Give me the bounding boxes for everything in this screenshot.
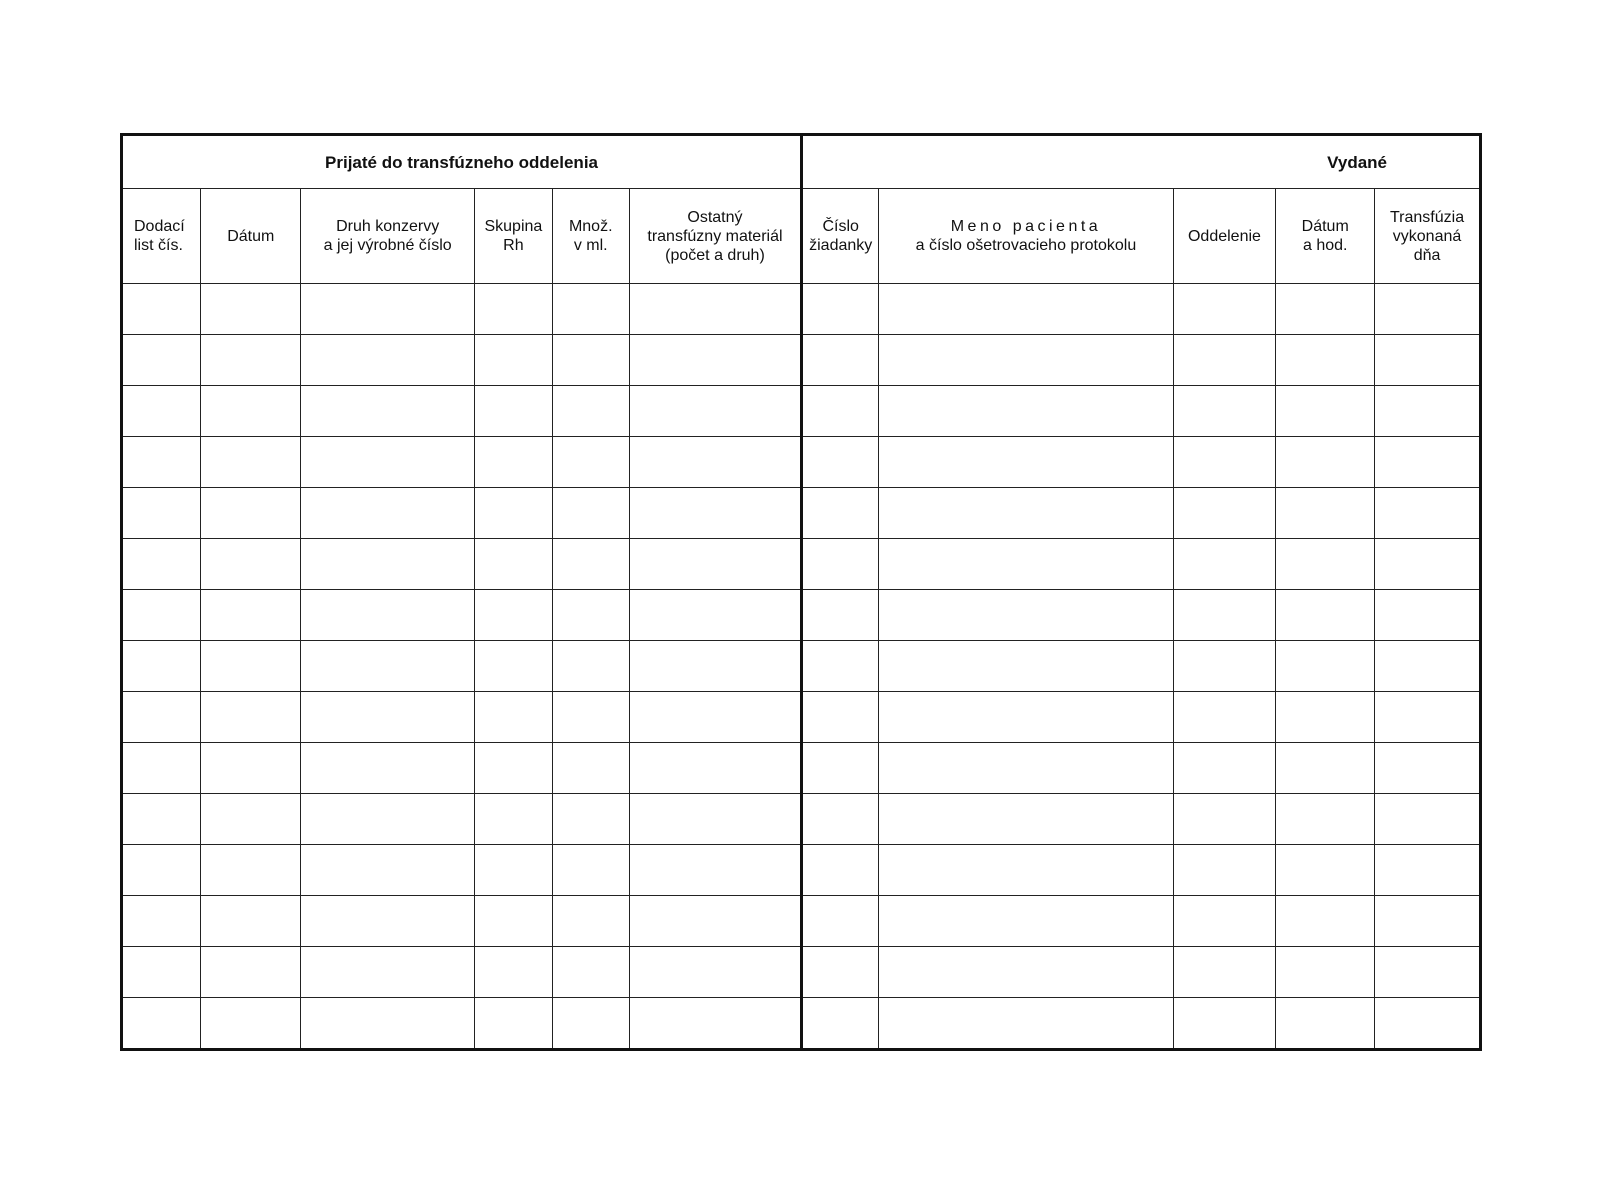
section-received-header: Prijaté do transfúzneho oddelenia <box>122 135 802 189</box>
table-cell[interactable] <box>552 488 629 539</box>
table-cell[interactable] <box>301 998 475 1050</box>
table-cell[interactable] <box>802 590 879 641</box>
table-cell[interactable] <box>122 437 201 488</box>
table-cell[interactable] <box>552 386 629 437</box>
table-cell[interactable] <box>1375 488 1481 539</box>
col-other-material <box>629 189 801 284</box>
table-cell[interactable] <box>879 692 1173 743</box>
table-cell[interactable] <box>802 692 879 743</box>
table-cell[interactable] <box>629 794 801 845</box>
table-cell[interactable] <box>552 437 629 488</box>
table-row <box>122 539 1481 590</box>
table-row <box>122 335 1481 386</box>
table-cell[interactable] <box>1173 845 1276 896</box>
table-cell[interactable] <box>629 488 801 539</box>
table-cell[interactable] <box>1276 284 1375 335</box>
table-cell[interactable] <box>552 743 629 794</box>
table-cell[interactable] <box>475 998 552 1050</box>
table-cell[interactable] <box>1276 335 1375 386</box>
table-cell[interactable] <box>552 947 629 998</box>
table-cell[interactable] <box>301 743 475 794</box>
table-cell[interactable] <box>201 743 301 794</box>
col-label-line1: Číslo <box>822 218 859 235</box>
col-label-line1: Ostatný <box>687 208 743 226</box>
table-cell[interactable] <box>1276 539 1375 590</box>
table-cell[interactable] <box>122 845 201 896</box>
table-cell[interactable] <box>1173 437 1276 488</box>
table-row <box>122 590 1481 641</box>
col-label-line2: žiadanky <box>809 237 873 254</box>
table-row <box>122 437 1481 488</box>
table-cell[interactable] <box>301 539 475 590</box>
table-cell[interactable] <box>1276 641 1375 692</box>
table-cell[interactable] <box>1173 335 1276 386</box>
col-quantity-ml <box>552 189 629 284</box>
table-row <box>122 998 1481 1050</box>
col-date <box>201 189 301 284</box>
col-label-line3: dňa <box>1413 246 1441 264</box>
col-label-line1: Množ. <box>568 218 613 235</box>
col-conserve-type <box>301 189 475 284</box>
table-cell[interactable] <box>1276 488 1375 539</box>
table-cell[interactable] <box>1375 284 1481 335</box>
table-cell[interactable] <box>1276 845 1375 896</box>
table-cell[interactable] <box>1173 998 1276 1050</box>
col-label-line2: transfúzny materiál <box>647 227 783 245</box>
col-label-line2: a hod. <box>1302 237 1348 254</box>
table-cell[interactable] <box>879 335 1173 386</box>
table-cell[interactable] <box>1173 590 1276 641</box>
table-cell[interactable] <box>552 794 629 845</box>
table-cell[interactable] <box>879 947 1173 998</box>
table-cell[interactable] <box>201 641 301 692</box>
table-cell[interactable] <box>201 692 301 743</box>
table-cell[interactable] <box>475 335 552 386</box>
table-cell[interactable] <box>629 743 801 794</box>
col-department <box>1173 189 1276 284</box>
table-cell[interactable] <box>301 947 475 998</box>
table-cell[interactable] <box>802 845 879 896</box>
table-row <box>122 794 1481 845</box>
table-cell[interactable] <box>1173 692 1276 743</box>
col-label-line2: a jej výrobné číslo <box>323 237 452 254</box>
table-cell[interactable] <box>879 641 1173 692</box>
table-cell[interactable] <box>1375 794 1481 845</box>
table-cell[interactable] <box>802 896 879 947</box>
table-cell[interactable] <box>552 845 629 896</box>
table-cell[interactable] <box>201 335 301 386</box>
table-cell[interactable] <box>629 284 801 335</box>
table-cell[interactable] <box>1276 896 1375 947</box>
table-cell[interactable] <box>802 641 879 692</box>
table-cell[interactable] <box>1276 794 1375 845</box>
table-cell[interactable] <box>629 947 801 998</box>
table-cell[interactable] <box>802 794 879 845</box>
table-cell[interactable] <box>802 284 879 335</box>
table-row <box>122 947 1481 998</box>
col-transfusion-done <box>1375 189 1481 284</box>
table-cell[interactable] <box>475 437 552 488</box>
table-cell[interactable] <box>122 692 201 743</box>
col-label-line1: Druh konzervy <box>336 218 440 235</box>
col-label-line2: vykonaná <box>1392 227 1462 245</box>
table-cell[interactable] <box>629 590 801 641</box>
col-label-line1: Dodací <box>134 218 185 235</box>
table-cell[interactable] <box>475 845 552 896</box>
table-cell[interactable] <box>201 386 301 437</box>
table-cell[interactable] <box>629 845 801 896</box>
col-label-line2: Rh <box>503 237 524 254</box>
table-cell[interactable] <box>552 692 629 743</box>
table-cell[interactable] <box>1375 641 1481 692</box>
table-cell[interactable] <box>301 488 475 539</box>
table-cell[interactable] <box>879 284 1173 335</box>
table-cell[interactable] <box>201 437 301 488</box>
table-cell[interactable] <box>879 590 1173 641</box>
col-label-line1: Meno pacienta <box>950 218 1102 235</box>
table-cell[interactable] <box>1375 845 1481 896</box>
table-cell[interactable] <box>122 641 201 692</box>
table-cell[interactable] <box>1375 590 1481 641</box>
table-cell[interactable] <box>301 386 475 437</box>
table-cell[interactable] <box>475 692 552 743</box>
table-cell[interactable] <box>879 539 1173 590</box>
table-cell[interactable] <box>475 896 552 947</box>
table-cell[interactable] <box>1276 947 1375 998</box>
table-cell[interactable] <box>802 947 879 998</box>
col-label-line2: list čís. <box>134 237 183 254</box>
table-cell[interactable] <box>475 947 552 998</box>
table-cell[interactable] <box>201 488 301 539</box>
col-label-line1: Skupina <box>484 218 543 235</box>
table-cell[interactable] <box>475 539 552 590</box>
table-body <box>122 284 1481 1050</box>
table-cell[interactable] <box>475 743 552 794</box>
table-cell[interactable] <box>552 335 629 386</box>
table-cell[interactable] <box>552 284 629 335</box>
table-cell[interactable] <box>1276 590 1375 641</box>
table-cell[interactable] <box>1375 947 1481 998</box>
table-cell[interactable] <box>201 794 301 845</box>
table-cell[interactable] <box>301 437 475 488</box>
transfusion-register-table <box>120 133 1482 1051</box>
table-cell[interactable] <box>629 386 801 437</box>
col-request-number <box>802 189 879 284</box>
table-row <box>122 641 1481 692</box>
col-label-line3: (počet a druh) <box>665 246 765 264</box>
table-cell[interactable] <box>1173 386 1276 437</box>
table-cell[interactable] <box>1173 284 1276 335</box>
table-cell[interactable] <box>1173 947 1276 998</box>
table-cell[interactable] <box>201 845 301 896</box>
table-cell[interactable] <box>552 590 629 641</box>
table-cell[interactable] <box>475 488 552 539</box>
table-cell[interactable] <box>122 896 201 947</box>
col-group-rh <box>475 189 552 284</box>
col-label-line1: Dátum <box>227 227 275 245</box>
table-cell[interactable] <box>1276 386 1375 437</box>
table-cell[interactable] <box>301 845 475 896</box>
table-cell[interactable] <box>629 641 801 692</box>
table-cell[interactable] <box>122 284 201 335</box>
table-cell[interactable] <box>879 998 1173 1050</box>
table-cell[interactable] <box>802 488 879 539</box>
table-cell[interactable] <box>1375 437 1481 488</box>
col-patient-name <box>879 189 1173 284</box>
table-cell[interactable] <box>122 998 201 1050</box>
table-cell[interactable] <box>879 386 1173 437</box>
section-issued-header: Vydané <box>802 135 1481 189</box>
table-cell[interactable] <box>629 692 801 743</box>
table-cell[interactable] <box>552 896 629 947</box>
col-label-line1: Dátum <box>1301 218 1349 235</box>
table-cell[interactable] <box>122 488 201 539</box>
table-cell[interactable] <box>201 896 301 947</box>
table-cell[interactable] <box>1276 743 1375 794</box>
table-cell[interactable] <box>1173 743 1276 794</box>
table-cell[interactable] <box>629 539 801 590</box>
table-cell[interactable] <box>1375 896 1481 947</box>
table-cell[interactable] <box>301 794 475 845</box>
table-cell[interactable] <box>802 998 879 1050</box>
table-row <box>122 896 1481 947</box>
table-cell[interactable] <box>122 947 201 998</box>
table-cell[interactable] <box>201 590 301 641</box>
table-cell[interactable] <box>879 437 1173 488</box>
table-cell[interactable] <box>1375 743 1481 794</box>
col-label-line1: Transfúzia <box>1389 208 1465 226</box>
table-row <box>122 743 1481 794</box>
table-cell[interactable] <box>122 743 201 794</box>
table-row <box>122 488 1481 539</box>
table-cell[interactable] <box>122 590 201 641</box>
table-row <box>122 284 1481 335</box>
table-cell[interactable] <box>1173 896 1276 947</box>
table-cell[interactable] <box>802 539 879 590</box>
col-label-line2: v ml. <box>573 237 608 254</box>
table-cell[interactable] <box>879 794 1173 845</box>
col-delivery-note-number <box>122 189 201 284</box>
table-cell[interactable] <box>201 284 301 335</box>
table-cell[interactable] <box>201 998 301 1050</box>
table-cell[interactable] <box>475 284 552 335</box>
table-cell[interactable] <box>1375 386 1481 437</box>
table-cell[interactable] <box>629 335 801 386</box>
table-cell[interactable] <box>802 335 879 386</box>
table-cell[interactable] <box>879 488 1173 539</box>
table-cell[interactable] <box>552 641 629 692</box>
table-cell[interactable] <box>802 743 879 794</box>
table-row <box>122 692 1481 743</box>
table-cell[interactable] <box>1375 998 1481 1050</box>
table-cell[interactable] <box>122 335 201 386</box>
table-cell[interactable] <box>629 896 801 947</box>
table-cell[interactable] <box>122 794 201 845</box>
table-cell[interactable] <box>301 692 475 743</box>
table-cell[interactable] <box>301 335 475 386</box>
table-cell[interactable] <box>475 386 552 437</box>
table-cell[interactable] <box>201 947 301 998</box>
table-cell[interactable] <box>1173 539 1276 590</box>
table-cell[interactable] <box>1375 692 1481 743</box>
table-cell[interactable] <box>475 641 552 692</box>
table-cell[interactable] <box>879 896 1173 947</box>
col-label-line2: a číslo ošetrovacieho protokolu <box>915 237 1137 254</box>
table-cell[interactable] <box>201 539 301 590</box>
table-cell[interactable] <box>802 437 879 488</box>
table-cell[interactable] <box>301 896 475 947</box>
table-row <box>122 845 1481 896</box>
column-header-row <box>122 189 1481 284</box>
col-label-line1: Oddelenie <box>1187 227 1261 245</box>
table-cell[interactable] <box>879 845 1173 896</box>
table-row <box>122 386 1481 437</box>
table-cell[interactable] <box>629 998 801 1050</box>
table-cell[interactable] <box>1173 794 1276 845</box>
col-date-hour <box>1276 189 1375 284</box>
table-cell[interactable] <box>1375 335 1481 386</box>
table-cell[interactable] <box>1375 539 1481 590</box>
table-cell[interactable] <box>475 590 552 641</box>
table-cell[interactable] <box>552 998 629 1050</box>
table-cell[interactable] <box>1276 998 1375 1050</box>
table-cell[interactable] <box>301 284 475 335</box>
table-cell[interactable] <box>802 386 879 437</box>
table-cell[interactable] <box>122 386 201 437</box>
table-cell[interactable] <box>1173 488 1276 539</box>
table-cell[interactable] <box>122 539 201 590</box>
table-cell[interactable] <box>879 743 1173 794</box>
table-cell[interactable] <box>301 590 475 641</box>
table-cell[interactable] <box>301 641 475 692</box>
table-cell[interactable] <box>1276 692 1375 743</box>
table-cell[interactable] <box>552 539 629 590</box>
table-cell[interactable] <box>1173 641 1276 692</box>
table-cell[interactable] <box>1276 437 1375 488</box>
table-cell[interactable] <box>629 437 801 488</box>
table-cell[interactable] <box>475 794 552 845</box>
